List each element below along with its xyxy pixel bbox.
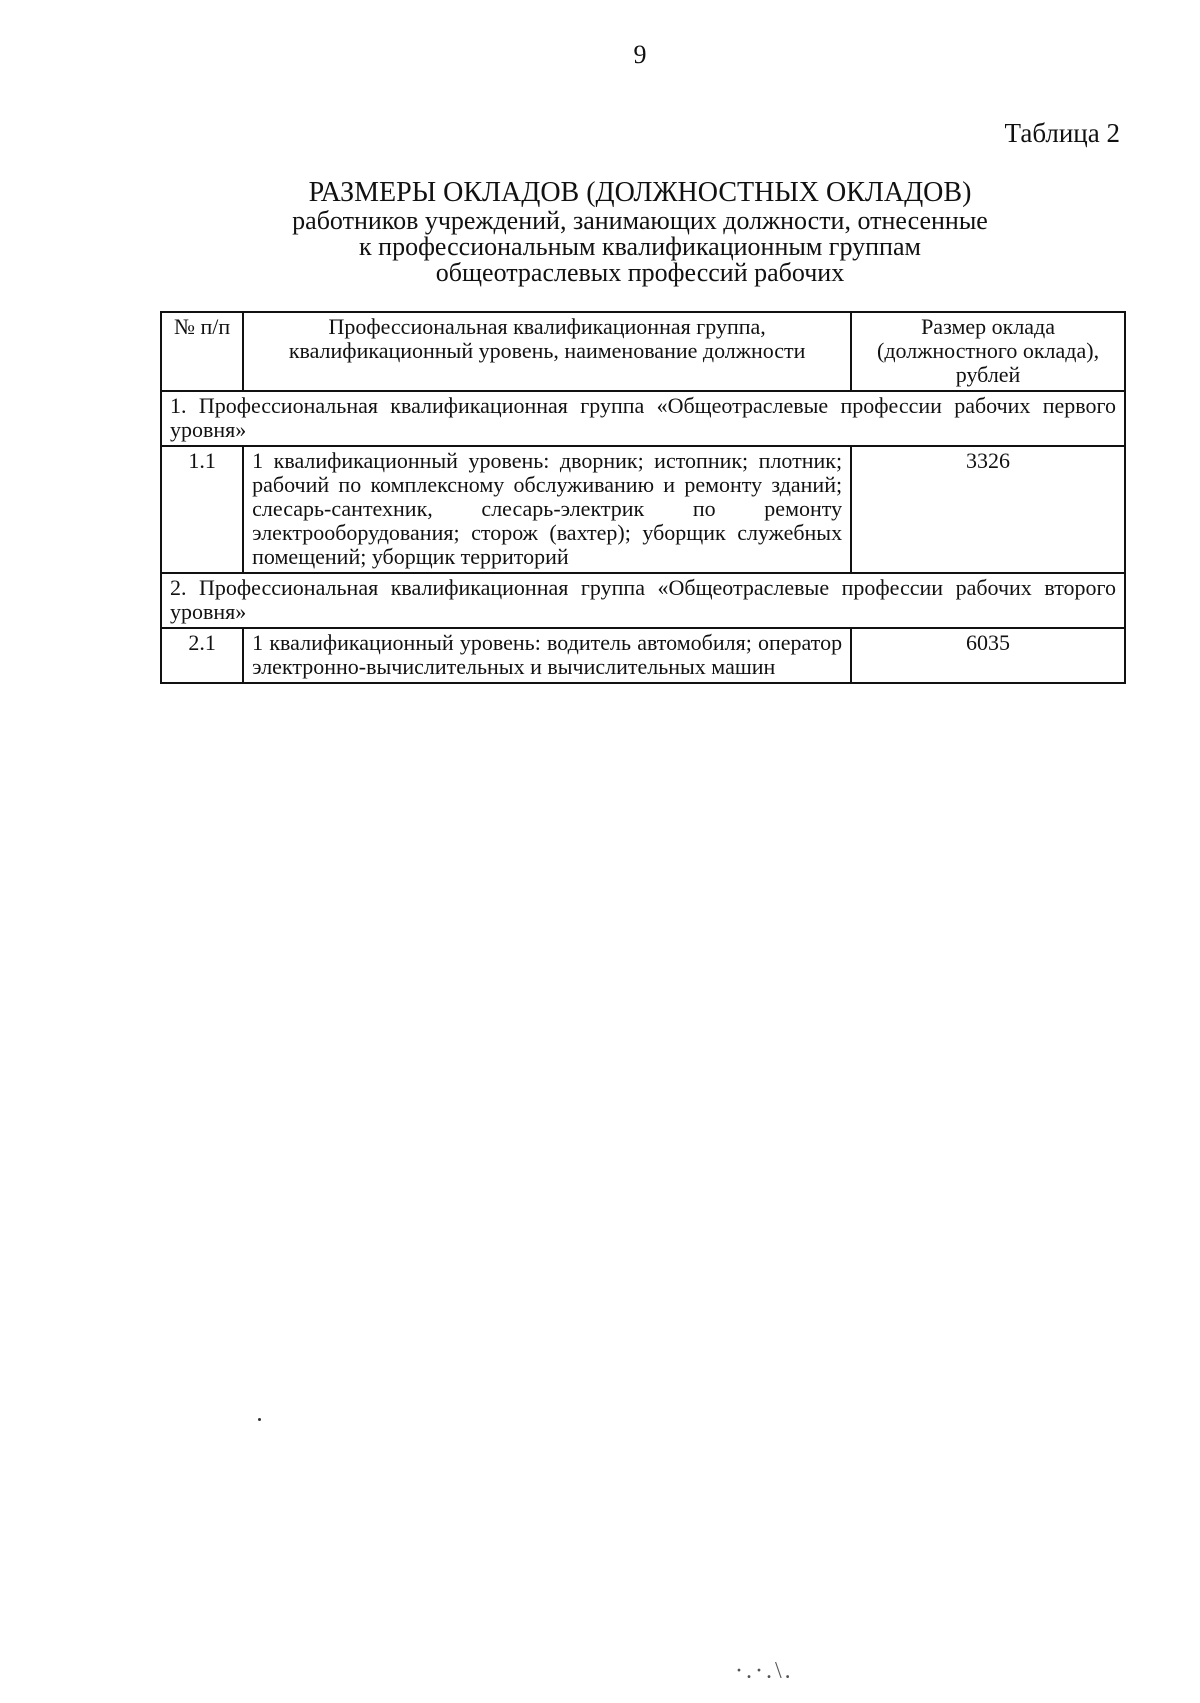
handwritten-signature-mark: ·.·.\. [735, 1658, 794, 1684]
row-salary: 6035 [851, 628, 1125, 683]
title-line-2: работников учреждений, занимающих должности, отнесенные [292, 206, 988, 235]
group-title: 1. Профессиональная квалификационная группа «Общеотраслевые профессии рабочих первого уровня» [161, 391, 1125, 446]
row-text: 1 квалификационный уровень: дворник; истопник; плотник; рабочий по комплексному обслуживанию и ремонту зданий; слесарь-сантехник, слесарь-электрик по ремонту электрооборудования; сторож (вахтер); уборщик служебных помещений; уборщик территорий [243, 446, 851, 573]
table-row [161, 446, 1125, 573]
title-line-1: РАЗМЕРЫ ОКЛАДОВ (ДОЛЖНОСТНЫХ ОКЛАДОВ) [308, 177, 972, 208]
header-name: Профессиональная квалификационная группа, квалификационный уровень, наименование должности [243, 312, 851, 391]
row-salary: 3326 [851, 446, 1125, 573]
table-reference: Таблица 2 [1004, 118, 1120, 148]
table-row [161, 628, 1125, 683]
title-line-3: к профессиональным квалификационным группам [359, 232, 921, 261]
document-title [160, 178, 1120, 286]
title-line-4: общеотраслевых профессий рабочих [435, 258, 845, 287]
page-number: 9 [633, 40, 647, 69]
group-row [161, 391, 1125, 446]
row-num: 2.1 [161, 628, 243, 683]
stray-dot-mark [258, 1418, 261, 1421]
row-num: 1.1 [161, 446, 243, 573]
group-row [161, 573, 1125, 628]
table-header-row [161, 312, 1125, 391]
row-text: 1 квалификационный уровень: водитель автомобиля; оператор электронно-вычислительных и вычислительных машин [243, 628, 851, 683]
group-title: 2. Профессиональная квалификационная группа «Общеотраслевые профессии рабочих второго уровня» [161, 573, 1125, 628]
header-num: № п/п [161, 312, 243, 391]
header-salary: Размер оклада (должностного оклада), рублей [851, 312, 1125, 391]
salary-table [160, 311, 1126, 684]
